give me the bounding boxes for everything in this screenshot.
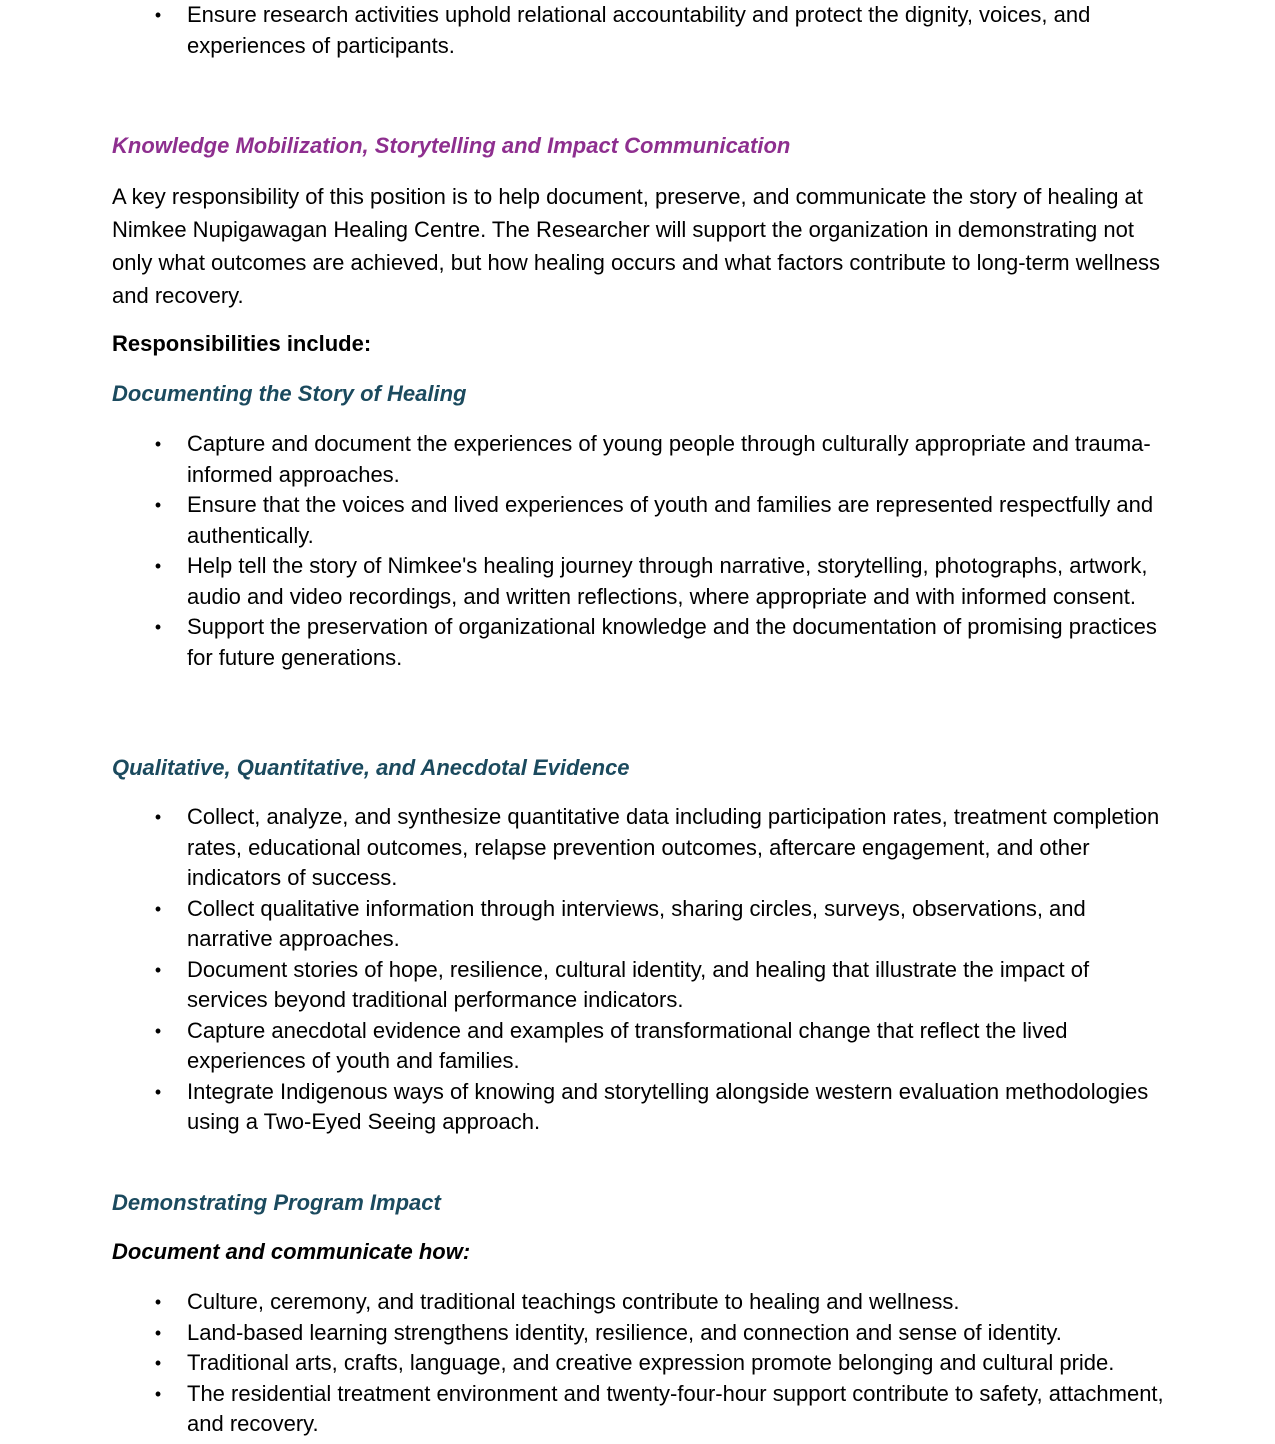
bullet-icon: • (154, 617, 162, 637)
bullet-icon: • (154, 898, 162, 919)
bullet-icon: • (154, 807, 162, 827)
list-item-text: Capture anecdotal evidence and examples of transformational change that reflect the lived experiences of youth and families. (187, 1017, 1068, 1073)
bullet-icon: • (154, 1292, 162, 1312)
section-heading-story-of-healing: Documenting the Story of Healing (112, 381, 467, 406)
intro-list-block (112, 0, 1172, 61)
bullet-icon: • (154, 1383, 162, 1404)
list-item-text: Land-based learning strengthens identity, resilience, and connection and sense of identity. (187, 1319, 1062, 1345)
list-item (112, 802, 1172, 894)
list-item (112, 1348, 1172, 1379)
bullet-icon: • (154, 495, 162, 515)
list-item (112, 955, 1172, 1016)
intro-list (112, 0, 1172, 61)
list-item (112, 1318, 1172, 1349)
list-item (112, 0, 1172, 61)
list-item (112, 894, 1172, 955)
list-item (112, 1287, 1172, 1318)
list-item-text: Collect qualitative information through interviews, sharing circles, surveys, observations, and narrative approaches. (187, 895, 1086, 951)
responsibilities-label: Responsibilities include: (112, 331, 372, 356)
bullet-icon: • (154, 1081, 162, 1102)
list-item-text: Integrate Indigenous ways of knowing and storytelling alongside western evaluation methodologies using a Two-Eyed Seeing approach. (187, 1078, 1149, 1134)
list-item-text: The residential treatment environment and twenty-four-hour support contribute to safety, attachment, and recovery. (187, 1380, 1164, 1436)
list-item (112, 612, 1172, 673)
list-item (112, 1016, 1172, 1077)
bullet-icon: • (154, 434, 162, 454)
bullet-icon: • (154, 556, 162, 576)
list-item-text: Collect, analyze, and synthesize quantitative data including participation rates, treatment completion rates, educational outcomes, relapse prevention outcomes, aftercare engagement, and other indicators of success. (187, 804, 1160, 890)
list-item (112, 429, 1172, 490)
bullet-icon: • (154, 5, 162, 25)
list-item-text: Culture, ceremony, and traditional teachings contribute to healing and wellness. (187, 1289, 960, 1314)
list-item-text: Support the preservation of organizational knowledge and the documentation of promising practices for future generations. (187, 614, 1157, 670)
section-heading-program-impact: Demonstrating Program Impact (112, 1190, 441, 1215)
section-heading-evidence: Qualitative, Quantitative, and Anecdotal Evidence (112, 755, 630, 780)
list-item-text: Ensure that the voices and lived experiences of youth and families are represented respectfully and authentically. (187, 492, 1154, 548)
list-item-text: Capture and document the experiences of young people through culturally appropriate and trauma-informed approaches. (187, 431, 1151, 487)
list-item-text: Document stories of hope, resilience, cultural identity, and healing that illustrate the impact of services beyond traditional performance indicators. (187, 956, 1090, 1012)
bullet-icon: • (154, 1020, 162, 1041)
bullet-icon: • (154, 1353, 162, 1373)
story-list (112, 429, 1172, 673)
list-item (112, 1077, 1172, 1138)
bullet-icon: • (154, 959, 162, 980)
section-heading-knowledge-mobilization: Knowledge Mobilization, Storytelling and Impact Communication (112, 133, 791, 158)
list-item-text: Ensure research activities uphold relational accountability and protect the dignity, voices, and experiences of participants. (187, 2, 1091, 58)
list-item (112, 490, 1172, 551)
list-item (112, 551, 1172, 612)
impact-list (112, 1287, 1172, 1440)
list-item-text: Help tell the story of Nimkee's healing journey through narrative, storytelling, photographs, artwork, audio and video recordings, and written reflections, where appropriate and with informed consent. (187, 553, 1148, 609)
evidence-list (112, 802, 1172, 1138)
bullet-icon: • (154, 1322, 162, 1343)
list-item (112, 1379, 1172, 1440)
list-item-text: Traditional arts, crafts, language, and creative expression promote belonging and cultural pride. (187, 1350, 1115, 1375)
document-communicate-label: Document and communicate how: (112, 1239, 471, 1264)
intro-paragraph: A key responsibility of this position is to help document, preserve, and communicate the story of healing at Nimkee Nupigawagan Healing Centre. The Researcher will support the organization in demonstrating not only what outcomes are achieved, but how healing occurs and what factors contribute to long-term wellness and recovery. (112, 184, 1161, 308)
